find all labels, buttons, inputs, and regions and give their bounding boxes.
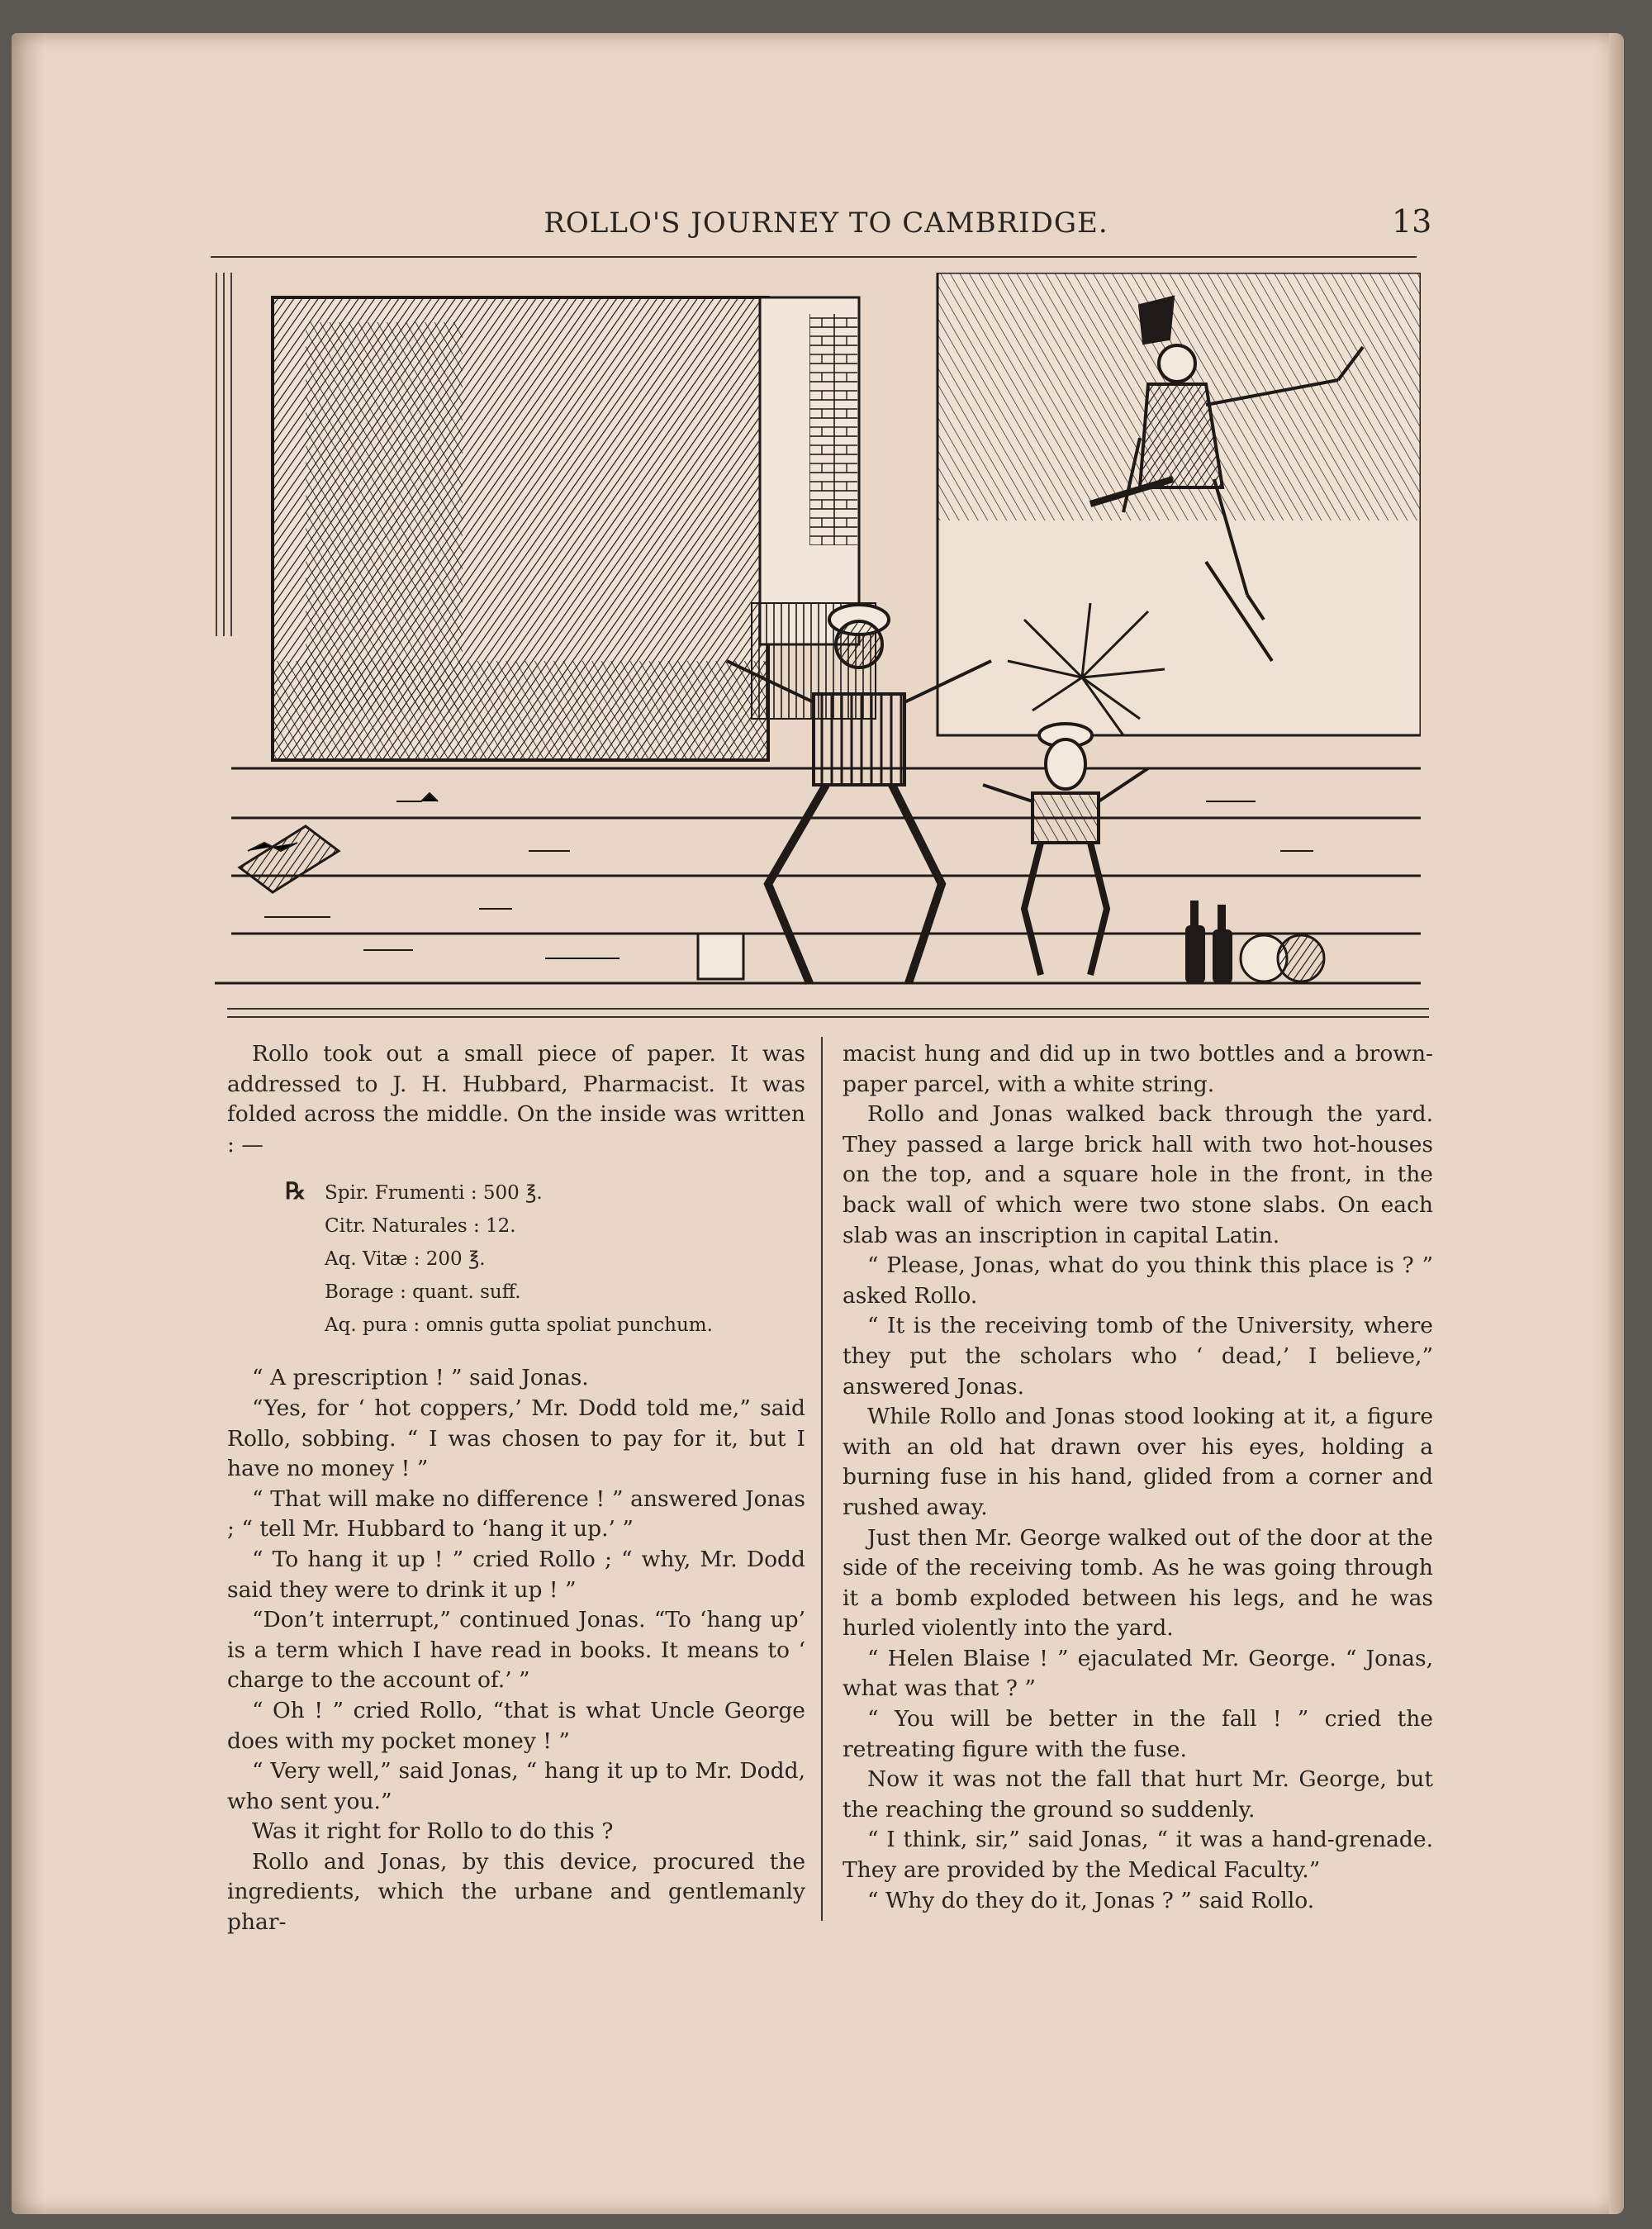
paragraph: Was it right for Rollo to do this ? [252,1818,614,1845]
prescription-line: Aq. pura : omnis gutta spoliat punchum. [325,1314,713,1337]
parcel [698,934,743,979]
paragraph: “ I think, sir,” said Jonas, “ it was a hand-grenade. They are provided by the Medical Faculty.” [843,1827,1433,1884]
paragraph: Rollo took out a small piece of paper. It was addressed to J. H. Hubbard, Pharmacist. It was folded across the middle. On the inside was written : — [227,1041,805,1157]
paragraph: Just then Mr. George walked out of the door at the side of the receiving tomb. As he was going through it a bomb exploded between his legs, and he was hurled violently into the yard. [843,1524,1433,1642]
fallen-hat [240,826,339,892]
paragraph: Now it was not the fall that hurt Mr. George, but the reaching the ground so suddenly. [843,1766,1433,1823]
recipe-symbol: ℞ [285,1177,306,1205]
paragraph: “ A prescription ! ” said Jonas. [252,1365,589,1391]
brown-paper-parcel [1241,935,1324,981]
paragraph: Rollo and Jonas, by this device, procured the ingredients, which the urbane and gentlemanly phar- [227,1848,805,1936]
paragraph: “ Helen Blaise ! ” ejaculated Mr. George. “ Jonas, what was that ? ” [843,1645,1433,1702]
prescription-line: Aq. Vitæ : 200 ℥. [325,1248,486,1271]
paragraph: “ Very well,” said Jonas, “ hang it up to Mr. Dodd, who sent you.” [227,1758,805,1814]
prescription-line: Borage : quant. suff. [325,1281,521,1304]
header-rule [211,256,1417,258]
bottles [1185,901,1232,983]
paragraph: “ Please, Jonas, what do you think this place is ? ” asked Rollo. [843,1252,1433,1309]
illustration-rule-bottom [227,1016,1429,1018]
left-column [227,1039,805,1938]
column-divider [821,1037,823,1921]
illustration-rule-top [227,1008,1429,1010]
paragraph: “ To hang it up ! ” cried Rollo ; “ why, Mr. Dodd said they were to drink it up ! ” [227,1546,805,1603]
page-number: 13 [1392,203,1432,240]
pillar-brickwork [809,314,857,545]
prescription-block [285,1175,805,1342]
inner-shadow [306,322,463,711]
paragraph: While Rollo and Jonas stood looking at it, a figure with an old hat drawn over his eyes, holding a burning fuse in his hand, glided from a corner and rushed away. [843,1404,1433,1520]
paragraph: “Don’t interrupt,” continued Jonas. “To ‘hang up’ is a term which I have read in books. It means to ‘ charge to the account of.’ ” [227,1607,805,1694]
engraving-illustration [215,273,1421,991]
paragraph: “ It is the receiving tomb of the University, where they put the scholars who ‘ dead,’ I believe,” answered Jonas. [843,1313,1433,1400]
paragraph: “ You will be better in the fall ! ” cried the retreating figure with the fuse. [843,1706,1433,1762]
prescription-line: Spir. Frumenti : 500 ℥. [325,1182,543,1205]
doorway-floor [273,661,768,760]
prescription-line: Citr. Naturales : 12. [325,1215,516,1238]
gutter-shadow [12,33,45,2214]
paragraph: “ Oh ! ” cried Rollo, “that is what Uncle George does with my pocket money ! ” [227,1697,805,1754]
rollo-figure [983,724,1148,975]
running-head: ROLLO'S JOURNEY TO CAMBRIDGE. [544,207,1108,240]
left-wall-ornament [215,273,236,636]
page-edge [1609,33,1624,2214]
paragraph: “Yes, for ‘ hot coppers,’ Mr. Dodd told me,” said Rollo, sobbing. “ I was chosen to pay for it, but I have no money ! ” [227,1395,805,1482]
right-column [843,1039,1433,1916]
paragraph: “ That will make no difference ! ” answered Jonas ; “ tell Mr. Hubbard to ‘hang it up.’ ” [227,1485,805,1542]
paragraph: Rollo and Jonas walked back through the yard. They passed a large brick hall with two hot-houses on the top, and a square hole in the front, in the back wall of which were two stone slabs. On each slab was an inscription in capital Latin. [843,1101,1433,1248]
paragraph: macist hung and did up in two bottles and a brown-paper parcel, with a white string. [843,1041,1433,1097]
paragraph: “ Why do they do it, Jonas ? ” said Rollo. [867,1887,1315,1913]
